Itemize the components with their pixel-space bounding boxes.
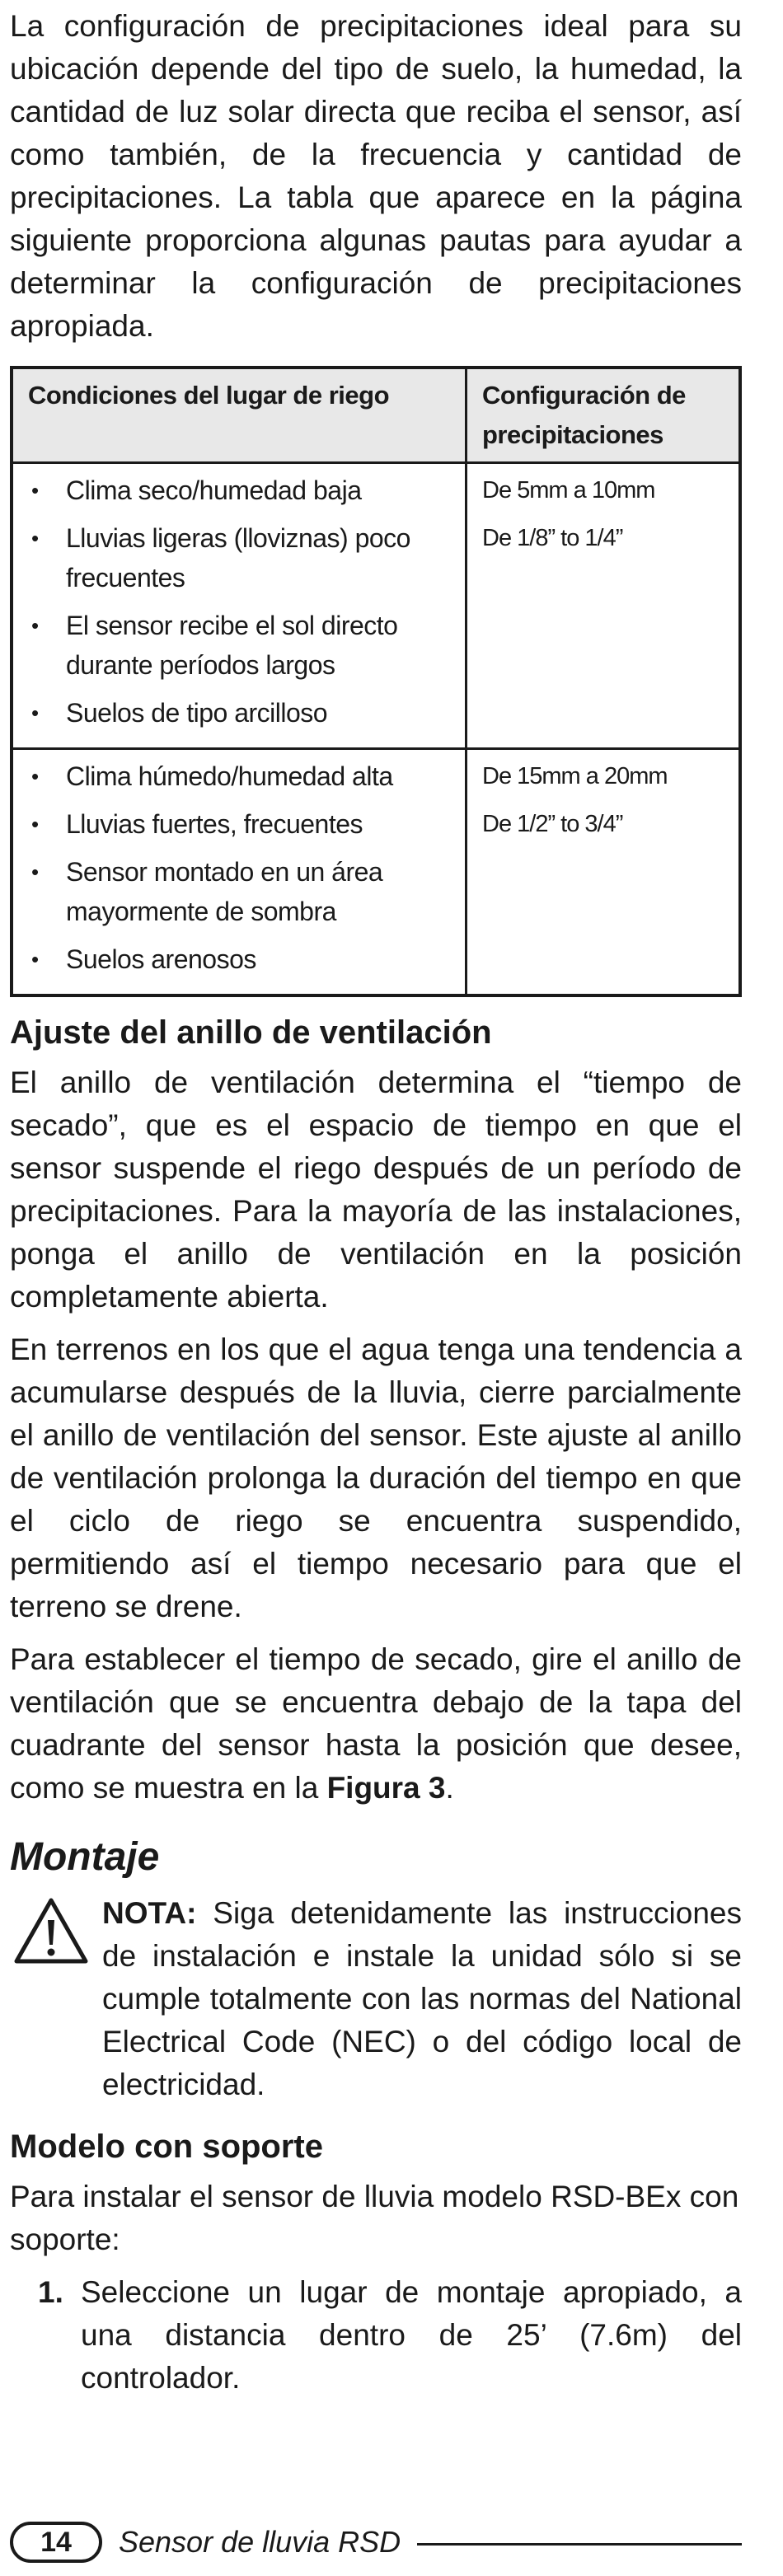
table-header-row [12, 368, 740, 463]
conditions-cell [12, 749, 467, 996]
step-text: Seleccione un lugar de montaje apropiado, a una distancia dentro de 25’ (7.6m) del controlador. [81, 2275, 742, 2395]
list-item: • Lluvias fuertes, frecuentes [28, 804, 457, 844]
note-label: NOTA: [102, 1896, 197, 1930]
document-page [10, 0, 742, 2400]
settings-cell [467, 463, 741, 749]
setting-imperial: De 1/8” to 1/4” [482, 525, 623, 551]
conditions-list [28, 756, 457, 979]
list-item: • Suelos de tipo arcilloso [28, 693, 457, 733]
list-item: • Suelos arenosos [28, 939, 457, 979]
mounting-heading: Montaje [10, 1835, 160, 1879]
note-block [10, 1892, 742, 2106]
intro-paragraph: La configuración de precipitaciones ideal para su ubicación depende del tipo de suelo, la humedad, la cantidad de luz solar directa que reciba el sensor, así como también, de la frecuencia y cantidad de precipitaciones. La tabla que aparece en la página siguiente proporciona algunas pautas para ayudar a determinar la configuración de precipitaciones apropiada. [10, 9, 742, 343]
setting-metric: De 5mm a 10mm [482, 477, 655, 503]
vent-paragraph-3 [10, 1638, 742, 1810]
note-body: Siga detenidamente las instrucciones de instalación e instale la unidad sólo si se cumple totalmente con las normas del National Electrical Code (NEC) o del código local de electricidad. [102, 1896, 742, 2101]
list-item: • Clima húmedo/humedad alta [28, 756, 457, 796]
footer-title: Sensor de lluvia RSD [119, 2525, 401, 2559]
vent-ring-heading: Ajuste del anillo de ventilación [10, 1014, 492, 1051]
settings-cell [467, 749, 741, 996]
vent-paragraph-3-end: . [445, 1771, 454, 1805]
setting-metric: De 15mm a 20mm [482, 763, 668, 789]
list-item [10, 2271, 742, 2400]
list-item: • Lluvias ligeras (lloviznas) poco frecuentes [28, 518, 457, 597]
table-row [12, 749, 740, 996]
vent-paragraph-1: El anillo de ventilación determina el “tiempo de secado”, que es el espacio de tiempo en que el sensor suspende el riego después de un período de precipitaciones. Para la mayoría de las instalaciones, ponga el anillo de ventilación en la posición completamente abierta. [10, 1066, 742, 1314]
page-footer [10, 2520, 742, 2566]
note-text [102, 1892, 742, 2106]
vent-paragraph-2: En terrenos en los que el agua tenga una tendencia a acumularse después de la lluvia, cierre parcialmente el anillo de ventilación del sensor. Este ajuste al anillo de ventilación prolonga la duración del tiempo en que el ciclo de riego se encuentra suspendido, permitiendo así el tiempo necesario para que el terreno se drene. [10, 1332, 742, 1623]
rain-settings-table [10, 366, 742, 997]
step-number: 1. [38, 2275, 63, 2309]
list-item: • Sensor montado en un área mayormente de sombra [28, 852, 457, 931]
table-header-settings: Configuración de precipitaciones [467, 368, 741, 463]
conditions-cell [12, 463, 467, 749]
page-number-badge: 14 [10, 2522, 102, 2563]
footer-rule [417, 2543, 742, 2546]
bracket-model-heading: Modelo con soporte [10, 2129, 323, 2165]
vent-paragraph-3-text: Para establecer el tiempo de secado, gire el anillo de ventilación que se encuentra debajo de la tapa del cuadrante del sensor hasta la posición que desee, como se muestra en la [10, 1642, 742, 1805]
warning-triangle-icon [12, 1895, 91, 1966]
table-row [12, 463, 740, 749]
list-item: • El sensor recibe el sol directo durante períodos largos [28, 606, 457, 685]
conditions-list [28, 471, 457, 733]
figure-reference: Figura 3 [326, 1771, 446, 1805]
bracket-model-paragraph: Para instalar el sensor de lluvia modelo RSD-BEx con soporte: [10, 2180, 739, 2256]
table-header-conditions: Condiciones del lugar de riego [12, 368, 467, 463]
list-item: • Clima seco/humedad baja [28, 471, 457, 510]
setting-imperial: De 1/2” to 3/4” [482, 811, 623, 837]
install-steps [10, 2271, 742, 2400]
